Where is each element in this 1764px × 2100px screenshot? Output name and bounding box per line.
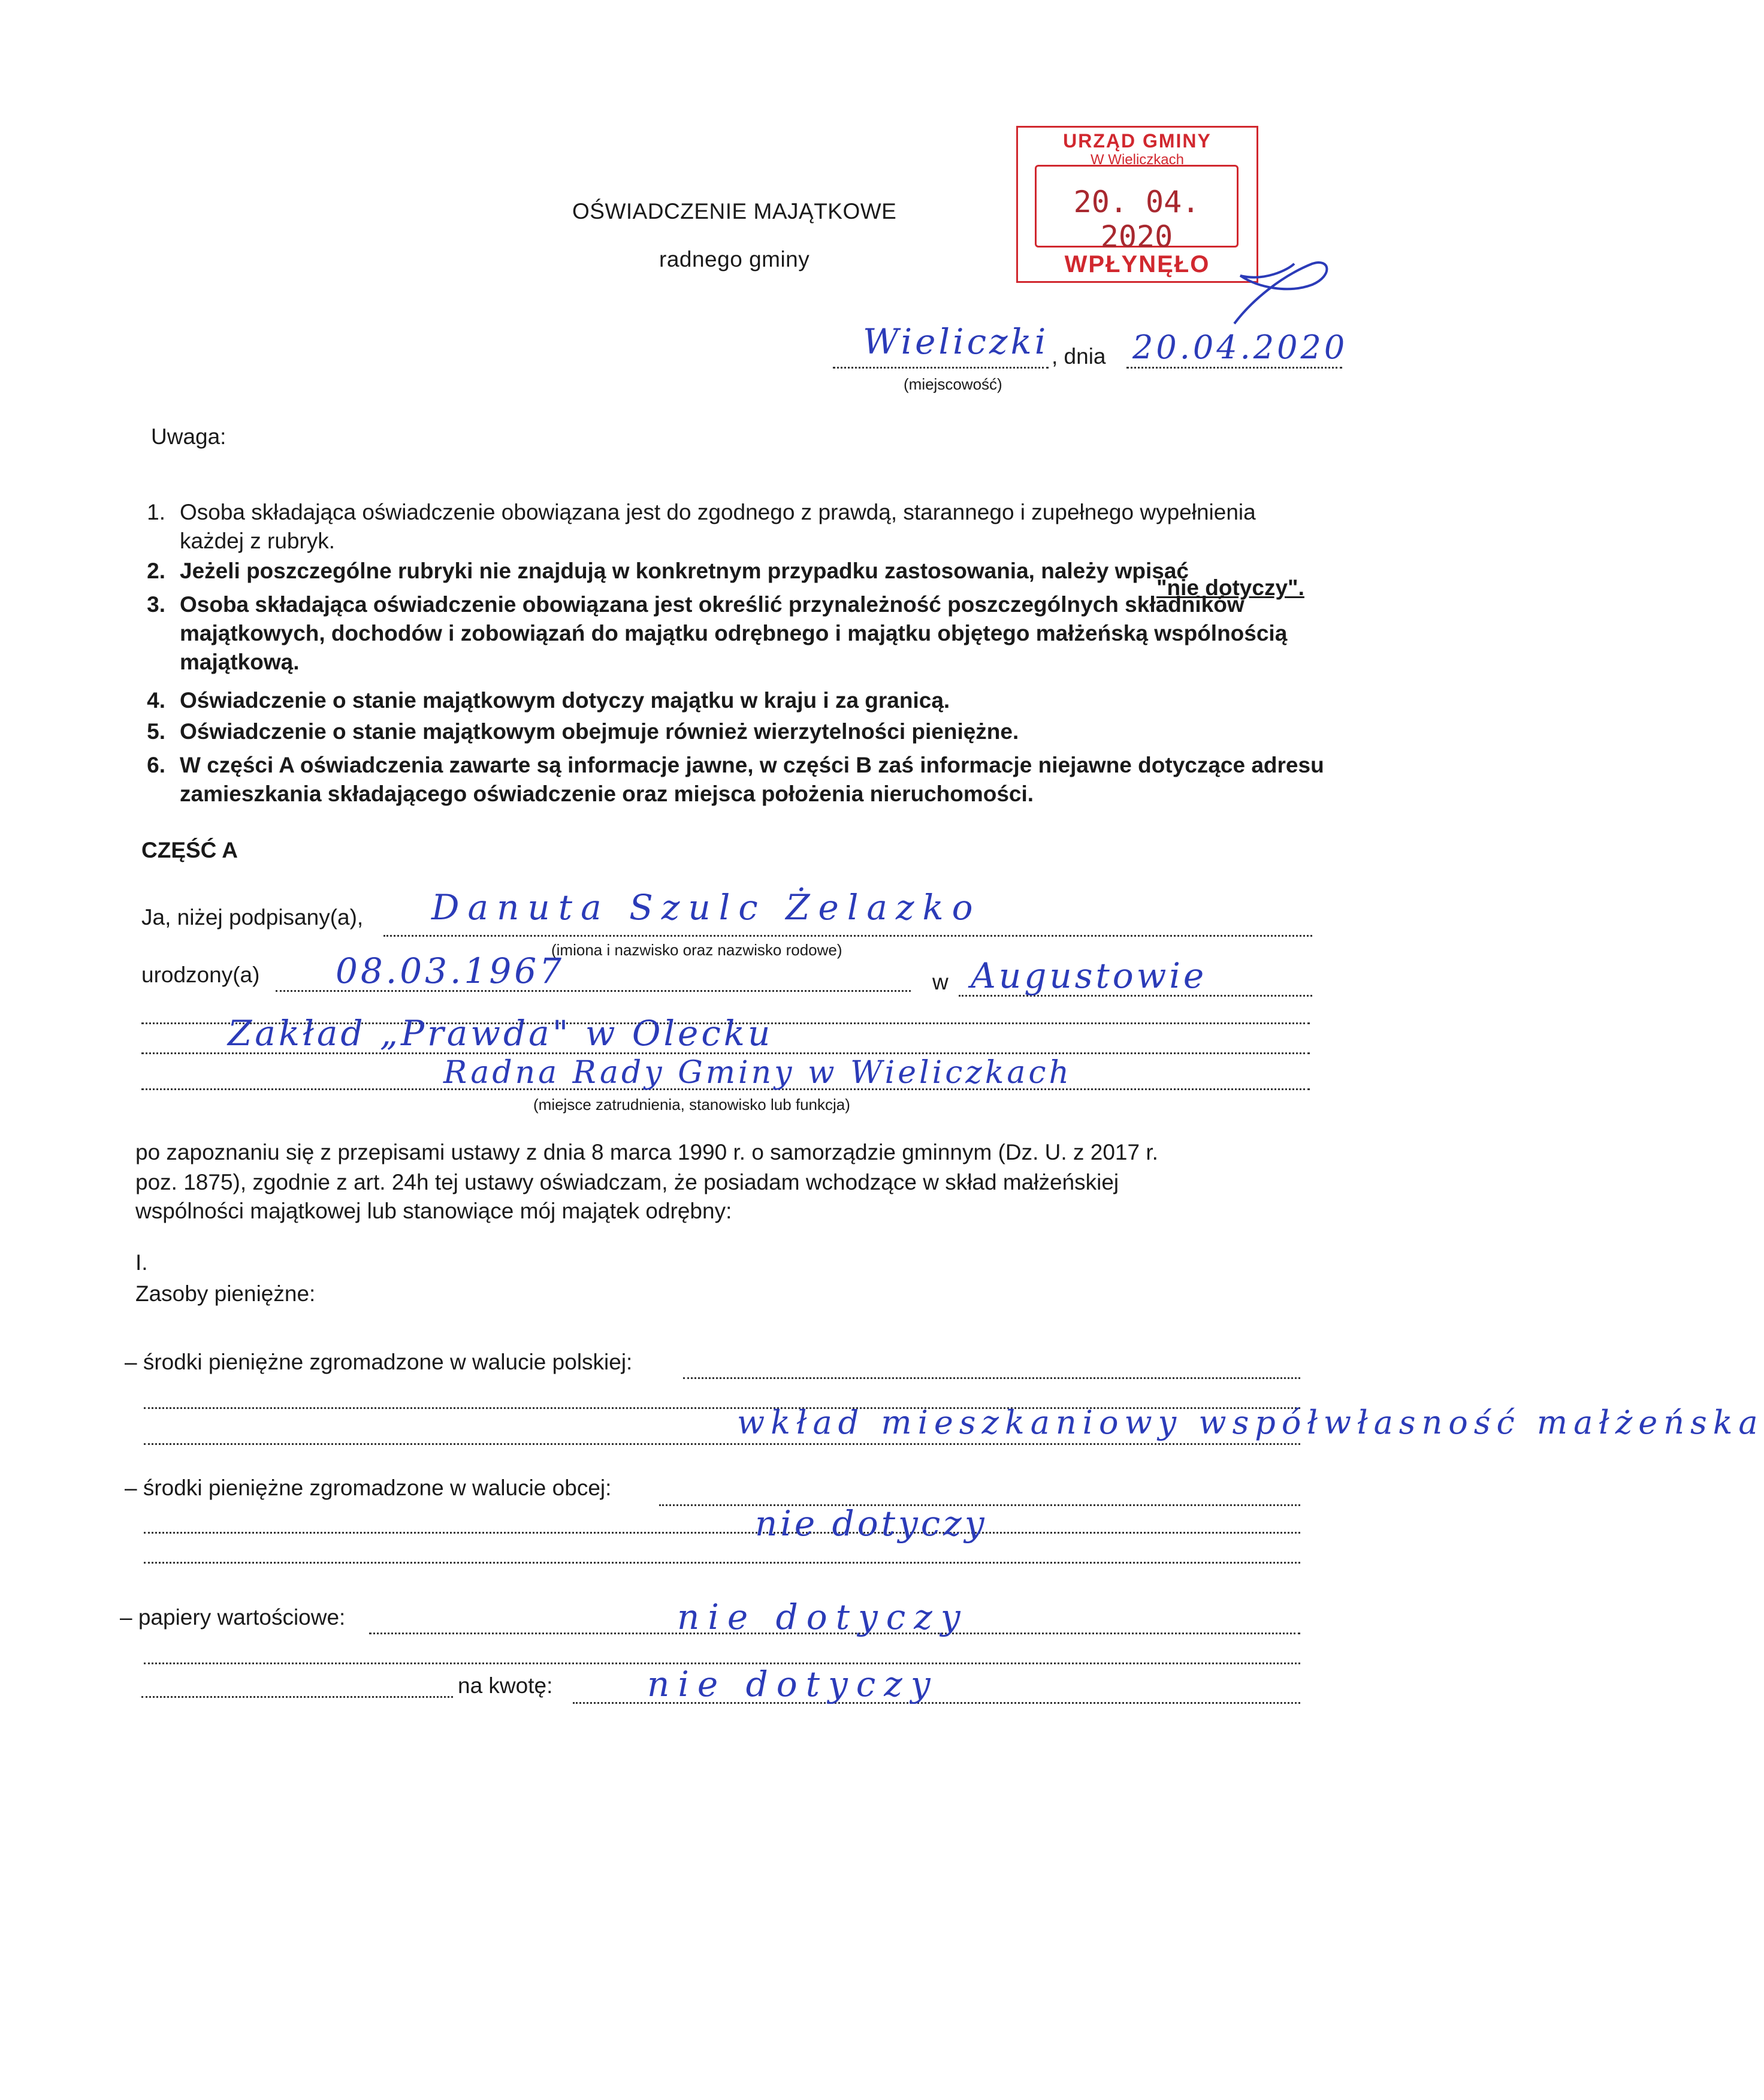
section-numeral: I. (135, 1250, 148, 1275)
securities-value: nie dotyczy (677, 1597, 969, 1637)
note-number: 5. (147, 719, 165, 744)
stamp-location: W Wieliczkach (1090, 152, 1184, 168)
note-text: W części A oświadczenia zawarte są informacje jawne, w części B zaś informacje niejawne dotyczące adresu (180, 753, 1324, 777)
document-subtitle: radnego gminy (659, 247, 810, 271)
amount-label: na kwotę: (458, 1673, 553, 1698)
note-text: każdej z rubryk. (180, 529, 336, 553)
amount-prefix-dots (141, 1696, 453, 1698)
foreign-label: – środki pieniężne zgromadzone w walucie obcej: (125, 1476, 612, 1500)
date-value: 20.04.2020 (1132, 328, 1348, 366)
employment-caption: (miejsce zatrudnienia, stanowisko lub funkcja) (533, 1096, 850, 1114)
pln-value: wkład mieszkaniowy współwłasność małżeńska (737, 1404, 1764, 1441)
section-title: Zasoby pieniężne: (135, 1281, 316, 1306)
notes-heading: Uwaga: (151, 424, 226, 449)
foreign-dots (144, 1562, 1300, 1564)
note-text: Jeżeli poszczególne rubryki nie znajdują w konkretnym przypadku zastosowania, należy wpisać (180, 559, 1189, 583)
note-number: 4. (147, 688, 165, 713)
name-caption: (imiona i nazwisko oraz nazwisko rodowe) (551, 941, 842, 959)
signed-value: Danuta Szulc Żelazko (431, 887, 981, 928)
pln-label: – środki pieniężne zgromadzone w walucie polskiej: (125, 1350, 633, 1374)
note-number: 6. (147, 753, 165, 777)
document-title: OŚWIADCZENIE MAJĄTKOWE (572, 199, 897, 224)
note-text: Osoba składająca oświadczenie obowiązana jest do zgodnego z prawdą, starannego i zupełnego wypełnienia (180, 500, 1256, 524)
employment-line-1: Zakład „Prawda" w Olecku (228, 1013, 774, 1054)
note-number: 3. (147, 592, 165, 617)
stamp-date-box (1035, 165, 1239, 254)
date-label: , dnia (1052, 344, 1106, 369)
place-caption: (miejscowość) (904, 375, 1002, 393)
statement-line: poz. 1875), zgodnie z art. 24h tej ustawy oświadczam, że posiadam wchodzące w skład małżeńskiej (135, 1170, 1119, 1194)
stamp-date: 20. 04. 2020 (1073, 185, 1200, 254)
signed-label: Ja, niżej podpisany(a), (141, 905, 364, 930)
note-text: majątkową. (180, 650, 300, 674)
statement-line: wspólności majątkowej lub stanowiące mój majątek odrębny: (135, 1199, 732, 1223)
stamp-status: WPŁYNĘŁO (1064, 251, 1210, 277)
born-value: 08.03.1967 (336, 951, 565, 991)
amount-value: nie dotyczy (647, 1664, 939, 1704)
note-text: Oświadczenie o stanie majątkowym obejmuje również wierzytelności pieniężne. (180, 719, 1019, 744)
birthplace-value: Augustowie (971, 955, 1207, 996)
place-value: Wieliczki (863, 321, 1049, 362)
born-label: urodzony(a) (141, 962, 260, 987)
part-a-heading: CZĘŚĆ A (141, 838, 238, 862)
note-text: zamieszkania składającego oświadczenie oraz miejsca położenia nieruchomości. (180, 782, 1034, 806)
date-dots (1126, 367, 1342, 369)
note-text: "nie dotyczy". (1156, 575, 1304, 600)
in-label: w (932, 970, 949, 994)
note-text: majątkowych, dochodów i zobowiązań do majątku odrębnego i majątku objętego małżeńską wspólnością (180, 621, 1288, 645)
pln-dots (683, 1377, 1300, 1379)
note-number: 2. (147, 559, 165, 583)
pln-dots (144, 1443, 1300, 1445)
note-text: Oświadczenie o stanie majątkowym dotyczy majątku w kraju i za granicą. (180, 688, 950, 713)
signed-dots (383, 935, 1312, 937)
stamp-office: URZĄD GMINY (1063, 130, 1212, 152)
employment-line-2: Radna Rady Gminy w Wieliczkach (443, 1055, 1072, 1091)
note-text: Osoba składająca oświadczenie obowiązana jest określić przynależność poszczególnych składników (180, 592, 1245, 617)
place-dots (833, 367, 1049, 369)
foreign-value: nie dotyczy (755, 1503, 987, 1544)
foreign-dots (144, 1532, 1300, 1534)
note-number: 1. (147, 500, 165, 524)
statement-line: po zapoznaniu się z przepisami ustawy z dnia 8 marca 1990 r. o samorządzie gminnym (Dz. U. z 2017 r. (135, 1140, 1158, 1164)
securities-label: – papiery wartościowe: (120, 1605, 346, 1630)
